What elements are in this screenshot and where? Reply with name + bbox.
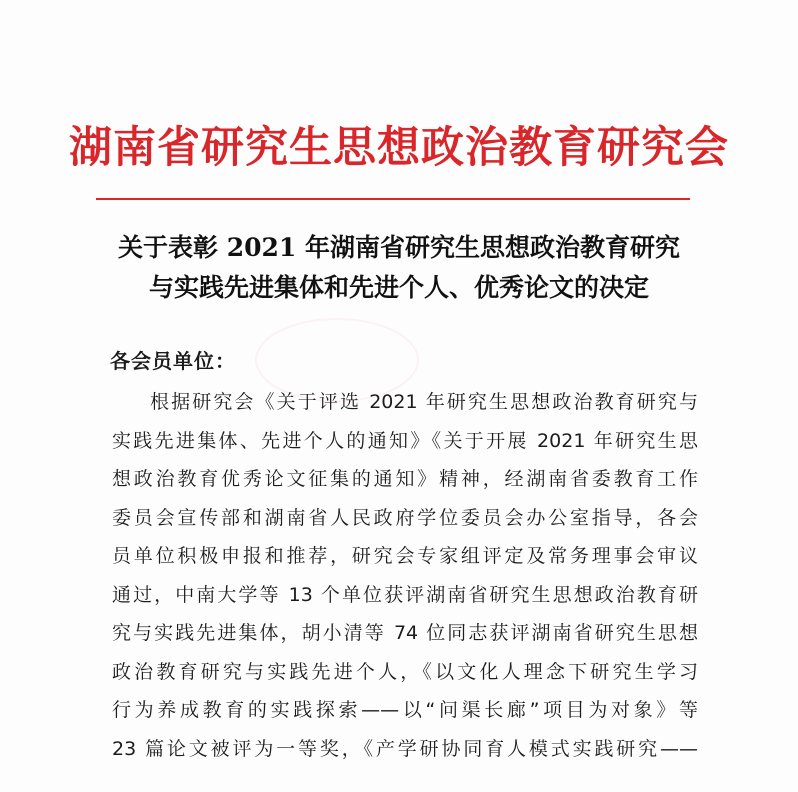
header-divider [96, 198, 690, 200]
body-line: 实践先进集体、先进个人的通知》《关于开展 2021 年研究生思 [112, 429, 698, 452]
body-paragraph [112, 383, 698, 768]
organization-header: 湖南省研究生思想政治教育研究会 [69, 123, 729, 173]
body-line: 政治教育研究与实践先进个人，《以文化人理念下研究生学习 [112, 660, 698, 683]
salutation: 各会员单位： [110, 349, 236, 373]
title-line-1: 关于表彰 2021 年湖南省研究生思想政治教育研究 [118, 233, 680, 262]
title-line-2: 与实践先进集体和先进个人、优秀论文的决定 [148, 273, 649, 302]
document-title [0, 228, 798, 308]
body-line: 想政治教育优秀论文征集的通知》精神，经湖南省委教育工作 [112, 468, 698, 490]
body-line: 23 篇论文被评为一等奖，《产学研协同育人模式实践研究—— [112, 737, 698, 760]
body-line: 员单位积极申报和推荐，研究会专家组评定及常务理事会审议 [112, 545, 698, 567]
body-line: 根据研究会《关于评选 2021 年研究生思想政治教育研究与 [150, 391, 698, 413]
body-line: 行为养成教育的实践探索——以“问渠长廊”项目为对象》等 [112, 699, 698, 721]
body-line: 通过，中南大学等 13 个单位获评湖南省研究生思想政治教育研 [112, 583, 698, 606]
body-line: 究与实践先进集体，胡小清等 74 位同志获评湖南省研究生思想 [112, 622, 698, 644]
body-line: 委员会宣传部和湖南省人民政府学位委员会办公室指导，各会 [112, 506, 698, 529]
